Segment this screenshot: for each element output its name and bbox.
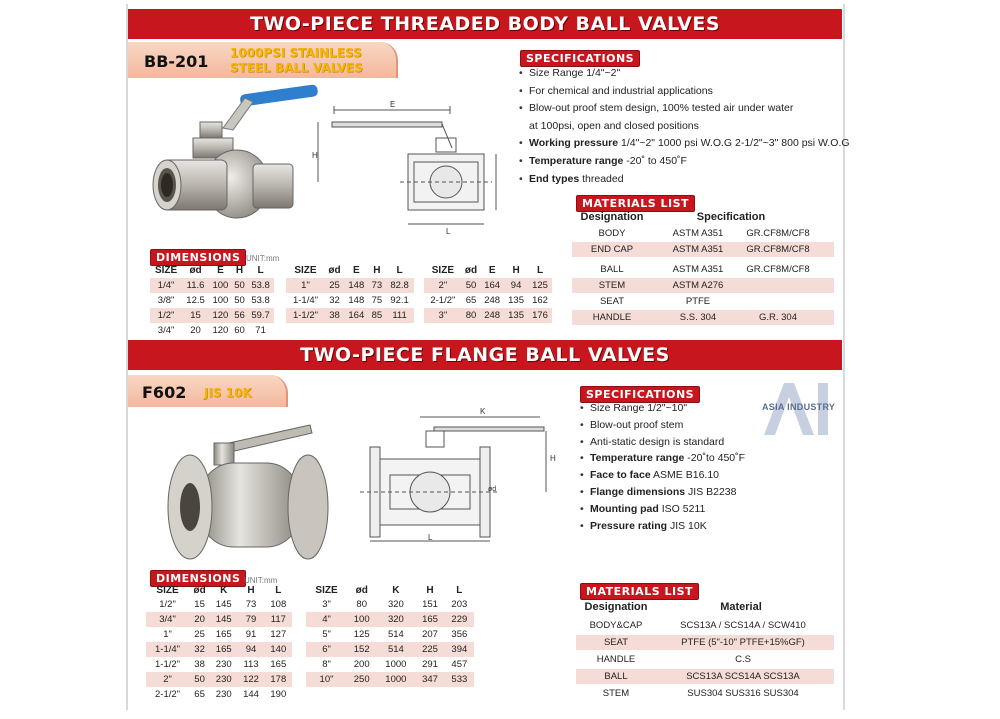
material-name: BALL (604, 671, 628, 682)
dim-cell: 32 (329, 295, 340, 306)
dim-cell: 38 (194, 659, 205, 670)
dim-cell: 8" (322, 659, 331, 670)
spec-row (580, 467, 745, 484)
dim-cell: 1-1/4" (155, 644, 181, 655)
spec-label: End types (529, 172, 580, 185)
dim-row (306, 627, 474, 642)
dim-cell: 164 (484, 280, 501, 291)
bb201-dim-table-b (286, 263, 414, 323)
dim-header-cell: ød (328, 265, 341, 276)
spec-label: Working pressure (529, 137, 619, 150)
dim-header-row (424, 263, 552, 278)
dim-cell: 1/4" (157, 280, 175, 291)
bb201-dim-H-label: H (312, 151, 318, 160)
bb201-materials-title: MATERIALS LIST (576, 195, 695, 212)
material-spec-b: G.R. 304 (758, 312, 798, 323)
dim-cell: 111 (392, 310, 407, 321)
dim-cell: 152 (353, 644, 370, 655)
spec-label: Mounting pad (590, 502, 659, 515)
dim-header-cell: L (456, 585, 463, 596)
material-value: SCS13A / SCS14A / SCW410 (680, 620, 806, 631)
dim-cell: 165 (215, 629, 232, 640)
spec-row (519, 171, 850, 189)
dim-header-cell: E (217, 265, 224, 276)
dim-header-cell: ød (193, 585, 206, 596)
materials-head-designation: Designation (584, 601, 648, 613)
spec-row (580, 417, 745, 434)
bullet-icon: • (580, 485, 584, 498)
f602-materials-table (576, 600, 834, 704)
dim-cell: 80 (465, 310, 477, 321)
dim-cell: 94 (510, 280, 522, 291)
dim-row (424, 278, 552, 293)
dim-cell: 165 (270, 659, 287, 670)
dim-header-cell: E (488, 265, 496, 276)
spec-row (519, 100, 850, 118)
dim-cell: 80 (356, 599, 367, 610)
dim-row (146, 687, 292, 702)
dim-cell: 3/4" (157, 325, 175, 336)
material-row (572, 278, 834, 293)
bullet-icon: • (580, 418, 584, 431)
material-name: STEM (598, 280, 626, 291)
f602-dim-L-label: L (428, 533, 433, 542)
bullet-icon: • (519, 102, 523, 115)
dim-cell: 120 (212, 325, 229, 336)
material-row (572, 242, 834, 257)
dim-cell: 60 (234, 325, 245, 336)
material-name: STEM (602, 688, 630, 699)
dim-cell: 127 (270, 629, 287, 640)
dim-cell: 320 (387, 599, 404, 610)
bullet-icon: • (519, 84, 523, 97)
spec-text: ASME B16.10 (653, 469, 719, 482)
material-spec-b: GR.CF8M/CF8 (746, 264, 810, 275)
f602-dim-K-label: K (480, 407, 486, 416)
f602-dim-table-left (146, 584, 292, 702)
dim-cell: 457 (451, 659, 468, 670)
dim-row (150, 278, 274, 293)
spec-row (580, 450, 745, 467)
dim-cell: 59.7 (251, 310, 270, 321)
dim-cell: 151 (422, 599, 438, 610)
dim-row (286, 308, 414, 323)
dim-cell: 3" (438, 310, 448, 321)
dim-cell: 200 (353, 659, 370, 670)
dim-row (424, 308, 552, 323)
dim-cell: 71 (255, 325, 266, 336)
material-spec-a: ASTM A276 (672, 280, 724, 291)
material-name: SEAT (603, 637, 629, 648)
dim-cell: 291 (422, 659, 438, 670)
dim-header-row (306, 584, 474, 597)
f602-dim-H-label: H (550, 454, 556, 463)
dim-cell: 2" (163, 674, 172, 685)
dim-cell: 113 (243, 659, 259, 670)
dim-cell: 135 (508, 310, 524, 321)
dim-row (150, 308, 274, 323)
bullet-icon: • (580, 452, 584, 465)
dim-row (150, 293, 274, 308)
dim-cell: 6" (322, 644, 331, 655)
dim-cell: 91 (245, 629, 257, 640)
bullet-icon: • (519, 172, 523, 185)
bullet-icon: • (519, 137, 523, 150)
bullet-icon: • (519, 154, 523, 167)
dim-cell: 94 (245, 644, 257, 655)
dim-header-cell: H (373, 265, 381, 276)
f602-dim-od-label: ød (488, 486, 497, 493)
dim-cell: 100 (353, 614, 370, 625)
material-row (576, 635, 834, 650)
dim-cell: 1-1/2" (292, 310, 318, 321)
material-row (576, 669, 834, 684)
dim-cell: 50 (234, 295, 245, 306)
bb201-spec-list (519, 65, 850, 188)
dim-cell: 75 (371, 295, 383, 306)
bb201-dim-table-c (424, 263, 552, 323)
dim-cell: 394 (451, 644, 468, 655)
dim-row (306, 657, 474, 672)
dim-cell: 125 (532, 280, 548, 291)
dim-cell: 100 (212, 295, 229, 306)
dim-header-cell: L (257, 265, 264, 276)
dim-header-cell: H (426, 585, 434, 596)
bb201-materials-table (572, 210, 834, 322)
dim-cell: 1000 (385, 674, 407, 685)
bb201-dim-title: DIMENSIONS (150, 249, 246, 266)
material-row (576, 686, 834, 701)
dim-cell: 2" (438, 280, 448, 291)
dim-cell: 25 (194, 629, 205, 640)
spec-label: Pressure rating (590, 519, 668, 532)
spec-label: Temperature range (590, 452, 685, 465)
dim-cell: 79 (245, 614, 257, 625)
dim-header-cell: L (536, 265, 544, 276)
materials-head-material: Material (720, 601, 762, 613)
dim-header-cell: L (275, 585, 282, 596)
dim-cell: 533 (451, 674, 468, 685)
dim-cell: 176 (532, 310, 548, 321)
dim-cell: 73 (245, 599, 257, 610)
dim-cell: 82.8 (390, 280, 409, 291)
f602-product-photo (160, 415, 340, 575)
dim-cell: 38 (329, 310, 340, 321)
dim-row (146, 612, 292, 627)
material-row (572, 210, 834, 225)
dim-row (286, 293, 414, 308)
dim-cell: 125 (353, 629, 370, 640)
dim-cell: 3" (322, 599, 331, 610)
material-row (572, 226, 834, 241)
spec-row (519, 135, 850, 153)
dim-cell: 1" (301, 280, 310, 291)
dim-cell: 11.6 (186, 280, 205, 291)
spec-text: ISO 5211 (661, 502, 706, 515)
dim-cell: 1000 (385, 659, 407, 670)
dim-cell: 2-1/2" (155, 689, 181, 700)
f602-dim-title: DIMENSIONS (150, 570, 246, 587)
spec-row (519, 65, 850, 83)
dim-cell: 20 (190, 325, 201, 336)
dim-cell: 140 (270, 644, 287, 655)
dim-cell: 320 (387, 614, 404, 625)
dim-row (146, 657, 292, 672)
dim-cell: 164 (348, 310, 365, 321)
dim-cell: 50 (234, 280, 245, 291)
dim-cell: 356 (451, 629, 468, 640)
dim-cell: 12.5 (186, 295, 205, 306)
dim-cell: 73 (371, 280, 383, 291)
spec-row (580, 434, 745, 451)
f602-spec-list (580, 400, 745, 534)
spec-text: -20˚ to 450˚F (626, 154, 687, 167)
dim-cell: 4" (322, 614, 331, 625)
dim-cell: 65 (194, 689, 205, 700)
dim-cell: 230 (215, 674, 232, 685)
dim-row (146, 642, 292, 657)
dim-cell: 248 (484, 295, 501, 306)
material-row (576, 600, 834, 615)
spec-label: Face to face (590, 469, 651, 482)
dim-cell: 178 (270, 674, 287, 685)
material-name: BODY (598, 228, 626, 239)
material-row (572, 294, 834, 309)
dim-row (146, 627, 292, 642)
f602-technical-drawing (350, 405, 560, 545)
dim-header-row (286, 263, 414, 278)
spec-row (580, 501, 745, 518)
f602-spec-title: SPECIFICATIONS (580, 386, 700, 403)
bb201-model-sub-2: STEEL BALL VALVES (230, 61, 363, 75)
dim-header-cell: SIZE (431, 265, 454, 276)
spec-text: Size Range 1/2"~10" (590, 402, 688, 414)
dim-cell: 190 (270, 689, 287, 700)
dim-header-cell: SIZE (156, 585, 179, 596)
dim-cell: 15 (190, 310, 201, 321)
dim-cell: 85 (371, 310, 383, 321)
dim-cell: 1/2" (157, 310, 175, 321)
dim-row (286, 278, 414, 293)
dim-cell: 20 (194, 614, 205, 625)
dim-cell: 3/8" (157, 295, 175, 306)
dim-cell: 25 (329, 280, 340, 291)
dim-cell: 120 (212, 310, 229, 321)
dim-cell: 3/4" (159, 614, 176, 625)
dim-row (146, 672, 292, 687)
dim-cell: 148 (348, 280, 365, 291)
material-name: HANDLE (592, 312, 632, 323)
spec-row (519, 118, 850, 136)
dim-cell: 53.8 (251, 280, 270, 291)
dim-header-cell: SIZE (294, 265, 317, 276)
bb201-dim-unit: UNIT:mm (246, 254, 280, 263)
material-name: HANDLE (596, 654, 636, 665)
f602-model-sub: JIS 10K (204, 386, 252, 400)
dim-header-cell: H (247, 585, 255, 596)
spec-text: -20˚to 450˚F (687, 452, 746, 465)
dim-cell: 230 (215, 659, 232, 670)
dim-header-cell: SIZE (315, 585, 338, 596)
material-value: C.S (735, 654, 751, 665)
dim-cell: 5" (322, 629, 331, 640)
dim-cell: 229 (451, 614, 468, 625)
dim-cell: 225 (422, 644, 438, 655)
material-spec-a: ASTM A351 (672, 228, 724, 239)
section2-banner: TWO-PIECE FLANGE BALL VALVES (128, 340, 842, 370)
dim-header-row (146, 584, 292, 597)
spec-row (519, 153, 850, 171)
spec-label: Flange dimensions (590, 485, 686, 498)
f602-materials-title: MATERIALS LIST (580, 583, 699, 600)
dim-header-row (150, 263, 274, 278)
dim-cell: 135 (508, 295, 524, 306)
material-name: BODY&CAP (589, 620, 643, 631)
bb201-model-sub-1: 1000PSI STAINLESS (230, 46, 362, 60)
dim-header-cell: E (352, 265, 360, 276)
spec-text: threaded (582, 172, 624, 185)
dim-cell: 514 (387, 644, 404, 655)
dim-cell: 122 (243, 674, 259, 685)
spec-text: For chemical and industrial applications (529, 84, 713, 97)
dim-row (306, 642, 474, 657)
bullet-icon: • (580, 469, 584, 482)
bb201-dim-E-label: E (390, 100, 396, 109)
spec-row (519, 83, 850, 101)
material-value: SCS13A SCS14A SCS13A (686, 671, 800, 682)
dim-cell: 165 (215, 644, 232, 655)
dim-cell: 1" (163, 629, 172, 640)
spec-text: Blow-out proof stem design, 100% tested air under water (529, 102, 794, 115)
dim-header-cell: SIZE (154, 265, 178, 276)
bullet-icon: • (519, 67, 523, 79)
dim-header-cell: H (512, 265, 520, 276)
dim-cell: 145 (215, 614, 232, 625)
dim-header-cell: ød (464, 265, 478, 276)
dim-cell: 230 (215, 689, 232, 700)
dim-cell: 10" (319, 674, 334, 685)
material-value: PTFE (5"-10" PTFE+15%GF) (681, 637, 805, 648)
f602-model-code: F602 (142, 383, 187, 402)
material-name: END CAP (590, 244, 634, 255)
dim-header-cell: H (235, 265, 244, 276)
bb201-spec-title: SPECIFICATIONS (520, 50, 640, 67)
dim-cell: 248 (484, 310, 501, 321)
material-value: SUS304 SUS316 SUS304 (687, 688, 799, 699)
dim-row (306, 672, 474, 687)
dim-cell: 2-1/2" (430, 295, 456, 306)
f602-dim-unit: UNIT:mm (244, 576, 278, 585)
dim-cell: 250 (353, 674, 370, 685)
dim-cell: 1/2" (159, 599, 176, 610)
material-row (576, 652, 834, 667)
material-spec-a: PTFE (685, 296, 711, 307)
dim-cell: 32 (194, 644, 205, 655)
bullet-icon: • (580, 519, 584, 532)
materials-head-designation: Designation (580, 211, 644, 223)
dim-cell: 207 (422, 629, 438, 640)
material-row (576, 618, 834, 633)
spec-text: JIS 10K (669, 519, 707, 532)
spec-text: Size Range 1/4"~2" (529, 67, 621, 79)
dim-header-cell: ød (189, 265, 202, 276)
bb201-dim-L-label: L (446, 227, 451, 236)
dim-row (424, 293, 552, 308)
dim-cell: 50 (465, 280, 477, 291)
dim-cell: 117 (270, 614, 286, 625)
spec-text: 1/4"~2" 1000 psi W.O.G 2-1/2"~3" 800 psi W.O.G (621, 137, 850, 150)
bullet-icon: • (580, 402, 584, 414)
dim-header-cell: K (220, 585, 228, 596)
dim-row (150, 323, 274, 338)
dim-header-cell: ød (355, 585, 368, 596)
dim-row (306, 612, 474, 627)
spec-text: Blow-out proof stem (590, 418, 684, 431)
bb201-dim-table-a (150, 263, 274, 338)
dim-cell: 56 (234, 310, 245, 321)
bb201-product-photo (145, 84, 325, 234)
dim-cell: 65 (465, 295, 477, 306)
dim-cell: 1-1/2" (155, 659, 181, 670)
spec-label: Temperature range (529, 154, 624, 167)
dim-cell: 108 (270, 599, 287, 610)
dim-row (146, 597, 292, 612)
dim-cell: 92.1 (390, 295, 409, 306)
bb201-model-code: BB-201 (144, 52, 209, 71)
dim-cell: 162 (532, 295, 548, 306)
material-name: BALL (600, 264, 624, 275)
material-spec-b: GR.CF8M/CF8 (746, 244, 810, 255)
spec-text: JIS B2238 (688, 485, 737, 498)
f602-dim-table-right (306, 584, 474, 687)
dim-cell: 145 (215, 599, 232, 610)
material-spec-a: ASTM A351 (672, 244, 724, 255)
spec-text: Anti-static design is standard (590, 435, 725, 448)
dim-cell: 144 (243, 689, 259, 700)
asia-industry-logo-text: ASIA INDUSTRY (762, 402, 836, 412)
dim-cell: 53.8 (251, 295, 270, 306)
bullet-icon: • (580, 435, 584, 448)
dim-cell: 165 (422, 614, 438, 625)
dim-cell: 347 (422, 674, 438, 685)
spec-row (580, 484, 745, 501)
material-name: SEAT (599, 296, 625, 307)
spec-row (580, 518, 745, 535)
dim-cell: 148 (348, 295, 365, 306)
dim-header-cell: L (396, 265, 403, 276)
bullet-icon: • (580, 502, 584, 515)
material-spec-a: S.S. 304 (679, 312, 717, 323)
dim-row (306, 597, 474, 612)
section1-banner: TWO-PIECE THREADED BODY BALL VALVES (128, 9, 842, 39)
dim-cell: 203 (451, 599, 468, 610)
bb201-technical-drawing (310, 98, 510, 248)
materials-head-spec: Specification (696, 211, 766, 223)
material-spec-b: GR.CF8M/CF8 (746, 228, 810, 239)
dim-cell: 50 (194, 674, 205, 685)
dim-cell: 1-1/4" (292, 295, 318, 306)
material-row (572, 262, 834, 277)
dim-header-cell: K (392, 585, 400, 596)
dim-cell: 15 (194, 599, 205, 610)
dim-cell: 514 (387, 629, 404, 640)
spec-text: at 100psi, open and closed positions (529, 119, 699, 132)
dim-cell: 100 (212, 280, 229, 291)
material-spec-a: ASTM A351 (672, 264, 724, 275)
spec-row (580, 400, 745, 417)
material-row (572, 310, 834, 325)
